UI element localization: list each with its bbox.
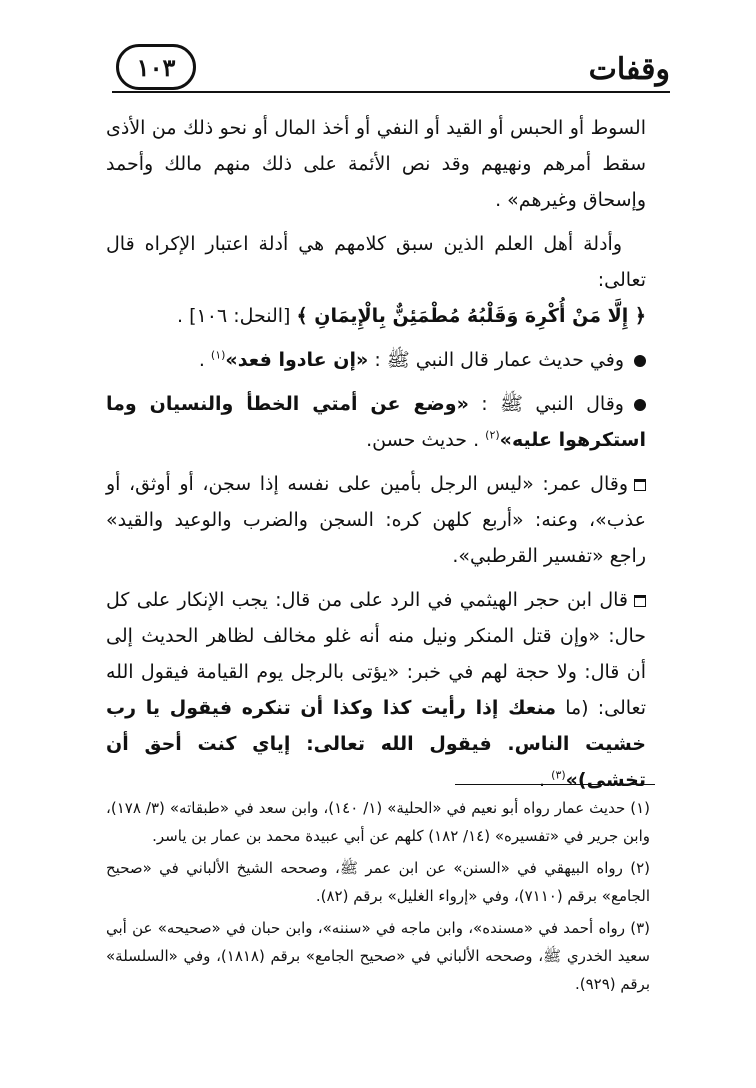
- verse-reference: [النحل: ١٠٦] .: [177, 305, 291, 327]
- hadith-quote: «إن عادوا فعد»: [225, 349, 369, 371]
- paragraph-5: [106, 386, 646, 458]
- paragraph-2: وأدلة أهل العلم الذين سبق كلامهم هي أدلة اعتبار الإكراه قال تعالى:: [106, 233, 646, 291]
- paragraph-3: [106, 298, 646, 334]
- square-marker-icon: [634, 479, 646, 491]
- main-text: [106, 110, 646, 798]
- hadith-quote: منعك إذا رأيت كذا وكذا أن تنكره فيقول يا رب خشيت الناس. فيقول الله تعالى: إياي كنت أحق أن تخشى)»: [106, 697, 646, 791]
- footnotes: [106, 794, 650, 1002]
- paragraph-7: [106, 582, 646, 798]
- footnote-rule: [455, 784, 655, 785]
- hadith-intro: وفي حديث عمار قال النبي ﷺ :: [374, 349, 624, 371]
- paragraph-end: . حديث حسن.: [366, 429, 480, 451]
- paragraph-4: [106, 342, 646, 378]
- hadith-intro: وقال النبي ﷺ :: [481, 393, 624, 415]
- paragraph-6: [106, 466, 646, 574]
- footnote-ref-3[interactable]: (٣): [551, 768, 566, 782]
- footnote-ref-2[interactable]: (٢): [485, 428, 500, 442]
- quran-verse: ﴿ إِلَّا مَنْ أُكْرِهَ وَقَلْبُهُ مُطْمَئِنٌّ بِالْإِيمَانِ ﴾: [296, 305, 646, 327]
- hadith-quote: «وضع عن أمتي الخطأ والنسيان وما استكرهوا عليه»: [106, 393, 646, 451]
- footnote-ref-1[interactable]: (١): [210, 348, 226, 362]
- footnote-3: (٣) رواه أحمد في «مسنده»، وابن ماجه في «سننه»، وابن حبان في «صحيحه» عن أبي سعيد الخدري ﷺ، وصححه الألباني في «صحيح الجامع» برقم (١٨١٨)، وفي «السلسلة» برقم (٩٢٩).: [106, 919, 650, 993]
- square-marker-icon: [634, 595, 646, 607]
- footnote-2: (٢) رواه البيهقي في «السنن» عن ابن عمر ﷺ، وصححه الشيخ الألباني في «صحيح الجامع» برقم (٧١١٠)، وفي «إرواء الغليل» برقم (٨٢).: [106, 859, 650, 905]
- paragraph-end: .: [539, 769, 546, 791]
- running-title: وقفات: [588, 52, 670, 87]
- bullet-icon: [634, 399, 646, 411]
- header-rule: [112, 91, 670, 93]
- paragraph-6-text: وقال عمر: «ليس الرجل بأمين على نفسه إذا سجن، أو أوثق، أو عذب»، وعنه: «أربع كلهن كره: السجن والضرب والوعيد والقيد» راجع «تفسير القرطبي».: [106, 473, 646, 567]
- bullet-icon: [634, 355, 646, 367]
- paragraph-1: السوط أو الحبس أو القيد أو النفي أو أخذ المال أو نحو ذلك من الأذى سقط أمرهم ونهيهم وقد نص الأئمة على ذلك منهم مالك وأحمد وإسحاق وغيرهم» .: [106, 117, 646, 211]
- footnote-1: (١) حديث عمار رواه أبو نعيم في «الحلية» (١/ ١٤٠)، وابن سعد في «طبقاته» (٣/ ١٧٨)، وابن جرير في «تفسيره» (١٤/ ١٨٢) كلهم عن أبي عبيدة محمد بن عمار بن ياسر.: [106, 799, 651, 845]
- paragraph-7-text: قال ابن حجر الهيثمي في الرد على من قال: يجب الإنكار على كل حال: «وإن قتل المنكر ونيل منه أنه غلو مخالف لظاهر الحديث إلى أن قال: ولا حجة لهم في خبر: «يؤتى بالرجل يوم القيامة فيقول الله تعالى: (ما: [106, 589, 646, 719]
- page-number: ١٠٣: [116, 44, 196, 90]
- paragraph-end: .: [198, 349, 205, 371]
